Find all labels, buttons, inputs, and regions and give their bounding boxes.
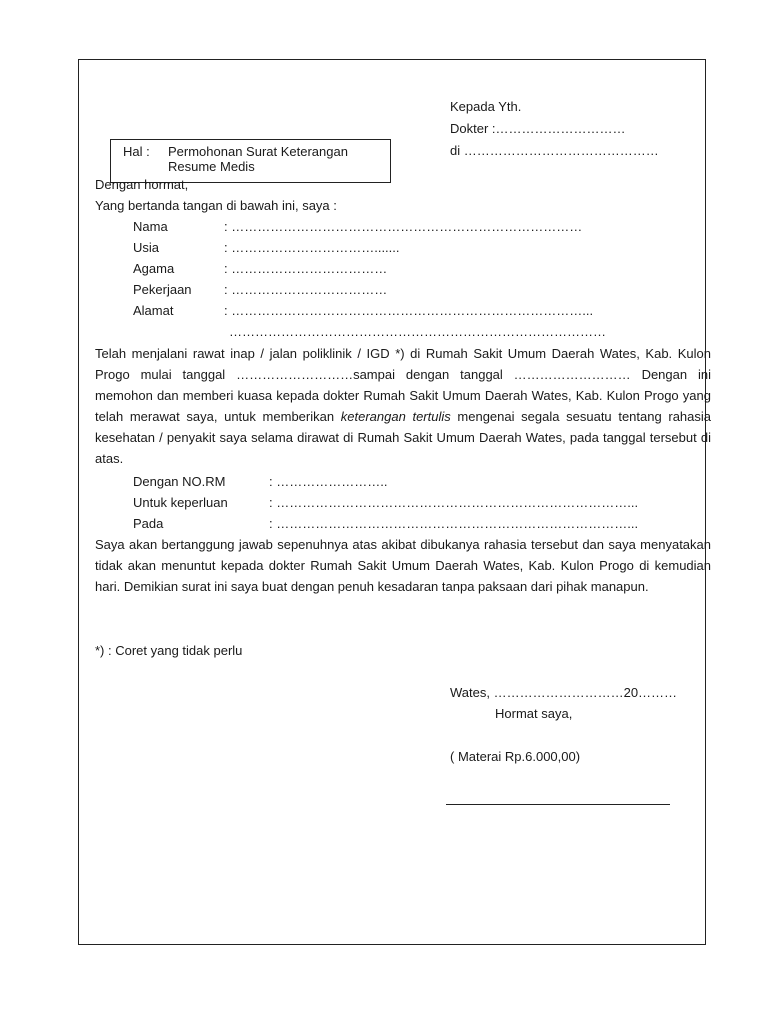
footnote: *) : Coret yang tidak perlu	[95, 643, 243, 658]
subject-label: Hal :	[123, 144, 150, 159]
recipient-line-1: Kepada Yth.	[450, 99, 522, 114]
body-paragraph-1-post: mengenai segala sesuatu tentang rahasia kesehatan / penyakit saya selama dirawat di Rumah Sakit Umum Daerah Wates, pada tanggal tersebut di atas.	[95, 409, 711, 466]
body-paragraph-1-pre: Telah menjalani rawat inap / jalan poliklinik / IGD *) di Rumah Sakit Umum Daerah Wates, Kab. Kulon Progo mulai tanggal ………………………sampai dengan tanggal ……………………… Dengan ini memohon dan memberi kuasa kepada dokter Rumah Sakit Umum Daerah Wates, Kab. Kulon Progo yang telah merawat saya, untuk memberikan	[95, 346, 711, 424]
field-value-keperluan: : ………………………………………………………………………...	[269, 495, 639, 510]
signature-closing: Hormat saya,	[495, 706, 573, 721]
signature-place-date: Wates, …………………………20………	[450, 685, 678, 700]
stamp-duty-note: ( Materai Rp.6.000,00)	[450, 749, 581, 764]
intro-text: Yang bertanda tangan di bawah ini, saya :	[95, 198, 337, 213]
field-value-usia: : …………………………….......	[224, 240, 400, 255]
body-paragraph-1-italic: keterangan tertulis	[340, 409, 451, 424]
field-label-keperluan: Untuk keperluan	[133, 495, 228, 510]
field-value-pada: : ………………………………………………………………………...	[269, 516, 639, 531]
field-value-nama: : ………………………………………………………………………	[224, 219, 583, 234]
recipient-doctor: Dokter :…………………………	[450, 121, 626, 136]
greeting: Dengan hormat,	[95, 177, 189, 192]
field-label-nama: Nama	[133, 219, 168, 234]
field-label-pada: Pada	[133, 516, 164, 531]
subject-line-2: Resume Medis	[168, 159, 255, 174]
body-paragraph-1	[95, 343, 711, 469]
subject-line-1: Permohonan Surat Keterangan	[168, 144, 348, 159]
field-label-alamat: Alamat	[133, 303, 174, 318]
field-value-agama: : ………………………………	[224, 261, 388, 276]
field-label-pekerjaan: Pekerjaan	[133, 282, 192, 297]
field-label-agama: Agama	[133, 261, 175, 276]
body-paragraph-2: Saya akan bertanggung jawab sepenuhnya atas akibat dibukanya rahasia tersebut dan saya menyatakan tidak akan menuntut kepada dokter Rumah Sakit Umum Daerah Wates, Kab. Kulon Progo di kemudian hari. Demikian surat ini saya buat dengan penuh kesadaran tanpa paksaan dari pihak manapun.	[95, 537, 711, 594]
recipient-location: di ………………………………………	[450, 143, 659, 158]
field-value-no-rm: : ……………………..	[269, 474, 388, 489]
field-value-alamat: : ………………………………………………………………………...	[224, 303, 594, 318]
field-label-usia: Usia	[133, 240, 160, 255]
field-value-alamat-cont: ……………………………………………………………………………	[229, 324, 606, 339]
field-value-pekerjaan: : ………………………………	[224, 282, 388, 297]
signature-line	[446, 804, 670, 805]
field-label-no-rm: Dengan NO.RM	[133, 474, 226, 489]
